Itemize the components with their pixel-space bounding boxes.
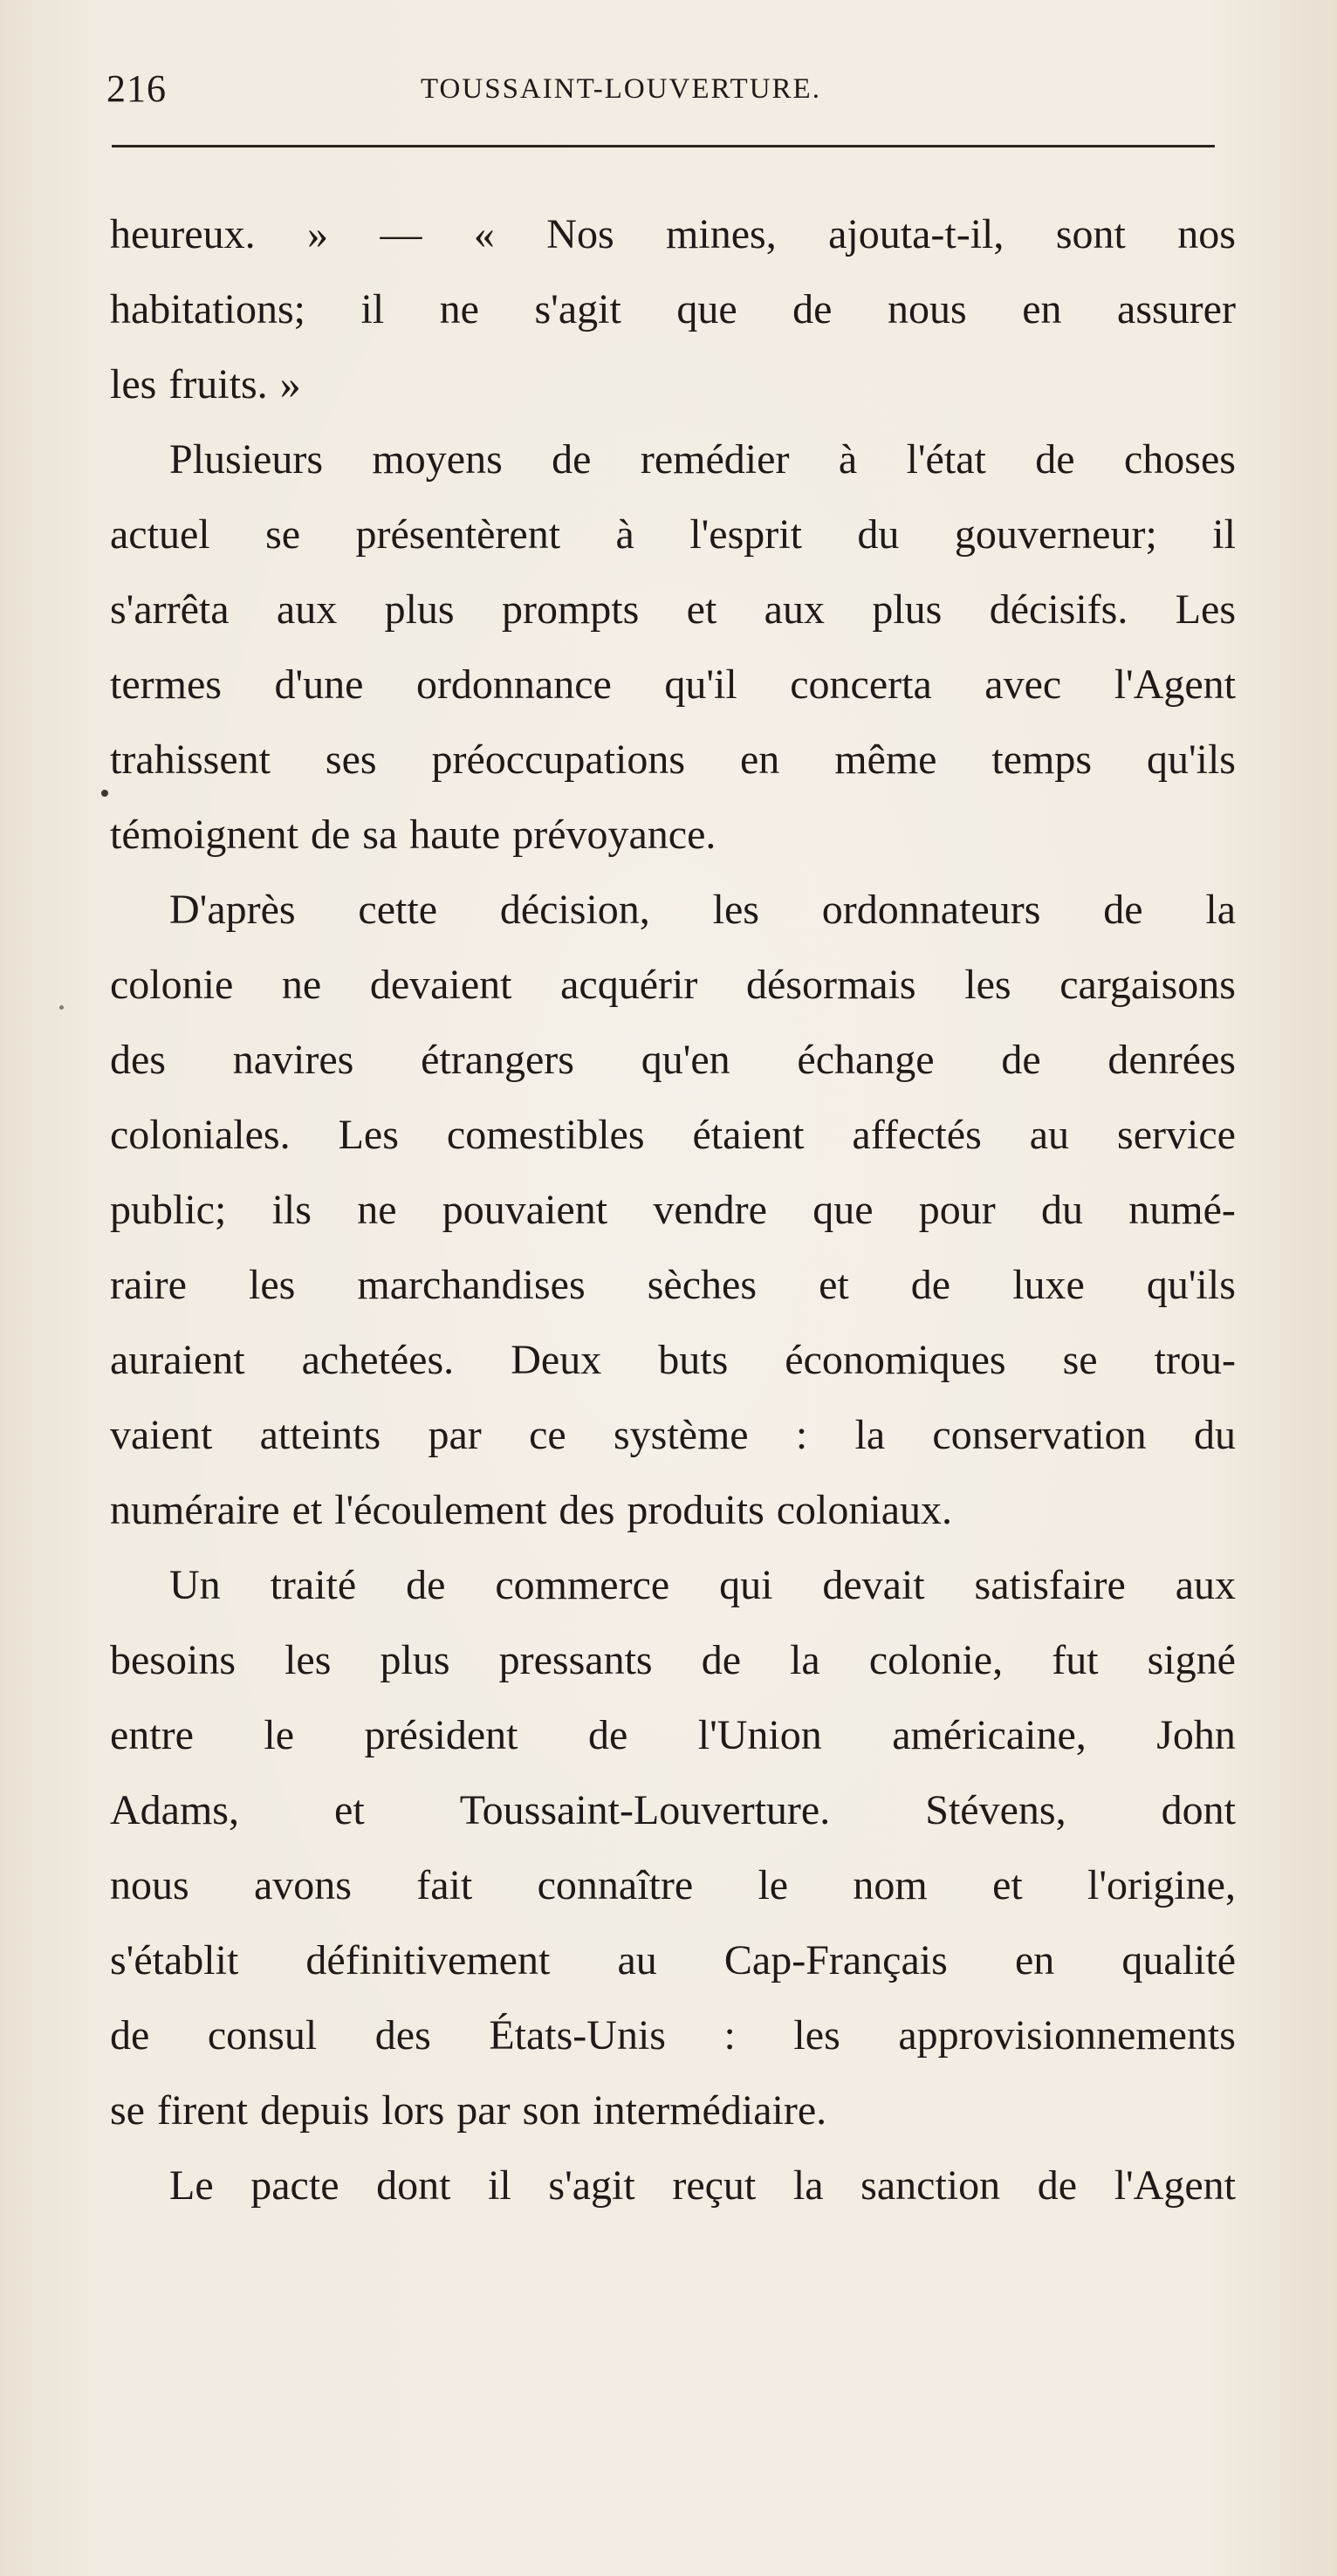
word: denrées — [1107, 1037, 1236, 1083]
word: économiques — [785, 1337, 1006, 1383]
text-line — [110, 1923, 1236, 1998]
word: auraient — [110, 1337, 245, 1383]
word: concerta — [790, 661, 932, 708]
word: décision, — [499, 887, 650, 933]
word: la — [792, 2162, 824, 2209]
word: l'écoulement — [334, 1487, 547, 1533]
text-line — [110, 1773, 1236, 1848]
word: ordonnance — [415, 661, 612, 708]
word: navires — [232, 1037, 354, 1083]
word: de — [587, 1712, 628, 1758]
word: aux — [764, 586, 825, 633]
word: sèches — [647, 1262, 757, 1308]
word: produits — [627, 1487, 764, 1533]
word: Les — [338, 1112, 399, 1158]
word: présentèrent — [355, 511, 561, 558]
word: de — [1103, 887, 1143, 933]
word: pacte — [250, 2162, 339, 2209]
word: ce — [529, 1412, 566, 1458]
word: il — [360, 286, 385, 332]
word: en — [739, 736, 780, 783]
text-line — [110, 1248, 1236, 1323]
word: consul — [207, 2012, 318, 2059]
word: l'état — [906, 436, 986, 483]
word: service — [1117, 1112, 1236, 1158]
word: en — [1022, 286, 1062, 332]
word: satisfaire — [974, 1562, 1126, 1608]
word: numéraire — [110, 1487, 280, 1533]
word: atteints — [259, 1412, 381, 1458]
word: coloniaux. — [776, 1487, 953, 1533]
word: plus — [384, 586, 455, 633]
word: John — [1156, 1712, 1236, 1758]
word: achetées. — [301, 1337, 455, 1383]
word: besoins — [110, 1637, 236, 1683]
word: sa — [362, 812, 398, 858]
word: termes — [110, 661, 222, 708]
word: coloniales. — [110, 1112, 291, 1158]
header-rule — [112, 145, 1215, 147]
word: remédier — [640, 436, 790, 483]
word: marchandises — [357, 1262, 586, 1308]
word: devait — [822, 1562, 925, 1608]
word: du — [1193, 1412, 1236, 1458]
word: l'esprit — [689, 511, 802, 558]
word: définitivement — [305, 1937, 551, 1983]
word: et — [686, 586, 717, 633]
text-line — [110, 1023, 1236, 1098]
word: au — [617, 1937, 657, 1983]
word: pressants — [498, 1637, 653, 1683]
word: habitations; — [110, 286, 305, 332]
word: à — [615, 511, 634, 558]
text-line — [110, 873, 1236, 948]
word: de — [910, 1262, 951, 1308]
word: fait — [416, 1862, 473, 1908]
word: en — [1014, 1937, 1055, 1983]
word: haute — [409, 812, 501, 858]
ink-speck — [59, 1005, 64, 1010]
word: l'Union — [697, 1712, 822, 1758]
word: de — [552, 436, 592, 483]
word: Le — [169, 2162, 214, 2209]
word: prompts — [501, 586, 640, 633]
word: d'une — [274, 661, 364, 708]
word: trou- — [1154, 1337, 1236, 1383]
word: buts — [658, 1337, 729, 1383]
word: échange — [797, 1037, 935, 1083]
word: prévoyance. — [512, 812, 716, 858]
word: nos — [1177, 211, 1236, 257]
text-line — [110, 723, 1236, 798]
word: qu'ils — [1146, 736, 1236, 783]
text-line — [110, 647, 1236, 723]
text-line — [110, 422, 1236, 497]
word: actuel — [110, 511, 210, 558]
word: qu'ils — [1146, 1262, 1236, 1308]
word: que — [676, 286, 737, 332]
word: son — [522, 2087, 581, 2134]
word: s'agit — [534, 286, 621, 332]
word: — — [380, 211, 422, 257]
word: préoccupations — [431, 736, 686, 783]
word: la — [1205, 887, 1236, 933]
word: Adams, — [110, 1787, 239, 1833]
word: signé — [1147, 1637, 1236, 1683]
word: affectés — [852, 1112, 982, 1158]
word: de — [1035, 436, 1075, 483]
text-line — [110, 1473, 1236, 1548]
word: se — [1062, 1337, 1098, 1383]
word: à — [838, 436, 858, 483]
text-line — [110, 2148, 1236, 2223]
word: par — [428, 1412, 482, 1458]
word: la — [854, 1412, 886, 1458]
text-line — [110, 1173, 1236, 1248]
word: système — [613, 1412, 749, 1458]
word: des — [110, 1037, 166, 1083]
word: s'arrêta — [110, 586, 230, 633]
word: avons — [254, 1862, 352, 1908]
word: cette — [358, 887, 438, 933]
word: Un — [169, 1562, 221, 1608]
word: Cap-Français — [723, 1937, 948, 1983]
word: étrangers — [421, 1037, 574, 1083]
word: pouvaient — [442, 1187, 608, 1233]
text-line — [110, 1323, 1236, 1398]
word: moyens — [372, 436, 503, 483]
word: les — [249, 1262, 296, 1308]
word: Nos — [546, 211, 614, 257]
word: de — [792, 286, 833, 332]
page-header — [106, 66, 1215, 127]
text-line — [110, 1623, 1236, 1698]
word: ajouta-t-il, — [828, 211, 1004, 257]
word: plus — [872, 586, 943, 633]
word: reçut — [672, 2162, 757, 2209]
text-line — [110, 1098, 1236, 1173]
word: du — [1041, 1187, 1084, 1233]
word: vaient — [110, 1412, 213, 1458]
word: firent — [156, 2087, 248, 2134]
word: s'agit — [548, 2162, 635, 2209]
word: dont — [376, 2162, 451, 2209]
text-line — [110, 798, 1236, 873]
word: sont — [1055, 211, 1126, 257]
word: même — [834, 736, 937, 783]
word: Deux — [511, 1337, 602, 1383]
word: les — [285, 1637, 332, 1683]
word: des — [374, 2012, 431, 2059]
word: de — [310, 812, 351, 858]
word: nom — [853, 1862, 928, 1908]
word: raire — [110, 1262, 187, 1308]
word: D'après — [169, 887, 296, 933]
text-line — [110, 347, 1236, 422]
page-number: 216 — [106, 67, 167, 110]
word: et — [291, 1487, 323, 1533]
word: temps — [991, 736, 1093, 783]
word: lors — [381, 2087, 445, 2134]
word: Stévens, — [925, 1787, 1066, 1833]
word: l'Agent — [1114, 661, 1236, 708]
word: acquérir — [560, 962, 698, 1008]
word: président — [364, 1712, 518, 1758]
word: par — [456, 2087, 511, 2134]
word: aux — [276, 586, 338, 633]
word: ordonnateurs — [821, 887, 1041, 933]
word: et — [992, 1862, 1023, 1908]
word: l'origine, — [1087, 1862, 1236, 1908]
word: » — [279, 361, 301, 408]
word: le — [264, 1712, 295, 1758]
word: de — [701, 1637, 741, 1683]
word: luxe — [1012, 1262, 1085, 1308]
word: conservation — [932, 1412, 1147, 1458]
word: du — [857, 511, 900, 558]
word: fut — [1052, 1637, 1099, 1683]
word: » — [307, 211, 329, 257]
word: gouverneur; — [954, 511, 1157, 558]
word: l'Agent — [1114, 2162, 1236, 2209]
word: colonie — [110, 962, 234, 1008]
word: les — [712, 887, 759, 933]
word: traité — [270, 1562, 357, 1608]
word: comestibles — [446, 1112, 645, 1158]
word: aux — [1175, 1562, 1236, 1608]
word: connaître — [537, 1862, 694, 1908]
word: public; — [110, 1187, 227, 1233]
word: les — [793, 2012, 840, 2059]
word: témoignent — [110, 812, 298, 858]
word: colonie, — [868, 1637, 1004, 1683]
word: américaine, — [892, 1712, 1087, 1758]
body-text — [110, 197, 1236, 2223]
word: de — [1037, 2162, 1078, 2209]
word: ses — [325, 736, 377, 783]
word: il — [1212, 511, 1236, 558]
word: fruits. — [168, 361, 268, 408]
word: désormais — [745, 962, 916, 1008]
word: de — [406, 1562, 446, 1608]
text-line — [110, 948, 1236, 1023]
word: depuis — [259, 2087, 370, 2134]
word: cargaisons — [1059, 962, 1236, 1008]
word: intermédiaire. — [593, 2087, 827, 2134]
word: Plusieurs — [169, 436, 324, 483]
word: qualité — [1121, 1937, 1236, 1983]
word: qu'en — [641, 1037, 730, 1083]
text-line — [110, 572, 1236, 647]
word: au — [1029, 1112, 1070, 1158]
word: avec — [984, 661, 1062, 708]
word: dont — [1161, 1787, 1236, 1833]
word: ils — [271, 1187, 312, 1233]
word: devaient — [369, 962, 512, 1008]
word: : — [723, 2012, 736, 2059]
word: commerce — [495, 1562, 670, 1608]
word: ne — [439, 286, 479, 332]
word: la — [790, 1637, 820, 1683]
word: et — [819, 1262, 849, 1308]
word: le — [758, 1862, 789, 1908]
text-line — [110, 497, 1236, 572]
word: assurer — [1117, 286, 1236, 332]
word: Les — [1175, 586, 1236, 633]
word: les — [964, 962, 1011, 1008]
word: des — [559, 1487, 615, 1533]
word: se — [110, 2087, 145, 2134]
word: plus — [380, 1637, 450, 1683]
word: se — [265, 511, 301, 558]
word: qui — [719, 1562, 773, 1608]
word: nous — [887, 286, 967, 332]
word: ne — [281, 962, 322, 1008]
word: pour — [918, 1187, 996, 1233]
ink-speck — [101, 790, 108, 797]
word: heureux. — [110, 211, 256, 257]
word: que — [812, 1187, 874, 1233]
text-line — [110, 272, 1236, 347]
word: de — [1001, 1037, 1041, 1083]
text-line — [110, 1698, 1236, 1773]
text-line — [110, 197, 1236, 272]
word: ne — [357, 1187, 397, 1233]
word: les — [110, 361, 157, 408]
word: approvisionnements — [898, 2012, 1236, 2059]
text-line — [110, 1998, 1236, 2073]
text-line — [110, 1398, 1236, 1473]
text-line — [110, 1848, 1236, 1923]
word: vendre — [653, 1187, 767, 1233]
word: trahissent — [110, 736, 271, 783]
word: entre — [110, 1712, 194, 1758]
word: sanction — [860, 2162, 1001, 2209]
word: étaient — [692, 1112, 805, 1158]
word: décisifs. — [989, 586, 1128, 633]
word: qu'il — [664, 661, 737, 708]
word: mines, — [666, 211, 777, 257]
word: s'établit — [110, 1937, 239, 1983]
word: de — [110, 2012, 150, 2059]
word: il — [488, 2162, 511, 2209]
word: : — [795, 1412, 808, 1458]
word: « — [473, 211, 495, 257]
word: et — [334, 1787, 365, 1833]
word: Toussaint-Louverture. — [459, 1787, 831, 1833]
running-title: TOUSSAINT-LOUVERTURE. — [421, 73, 821, 105]
word: numé- — [1128, 1187, 1236, 1233]
word: États-Unis — [489, 2012, 666, 2059]
word: choses — [1123, 436, 1236, 483]
word: nous — [110, 1862, 189, 1908]
text-line — [110, 2073, 1236, 2148]
text-line — [110, 1548, 1236, 1623]
